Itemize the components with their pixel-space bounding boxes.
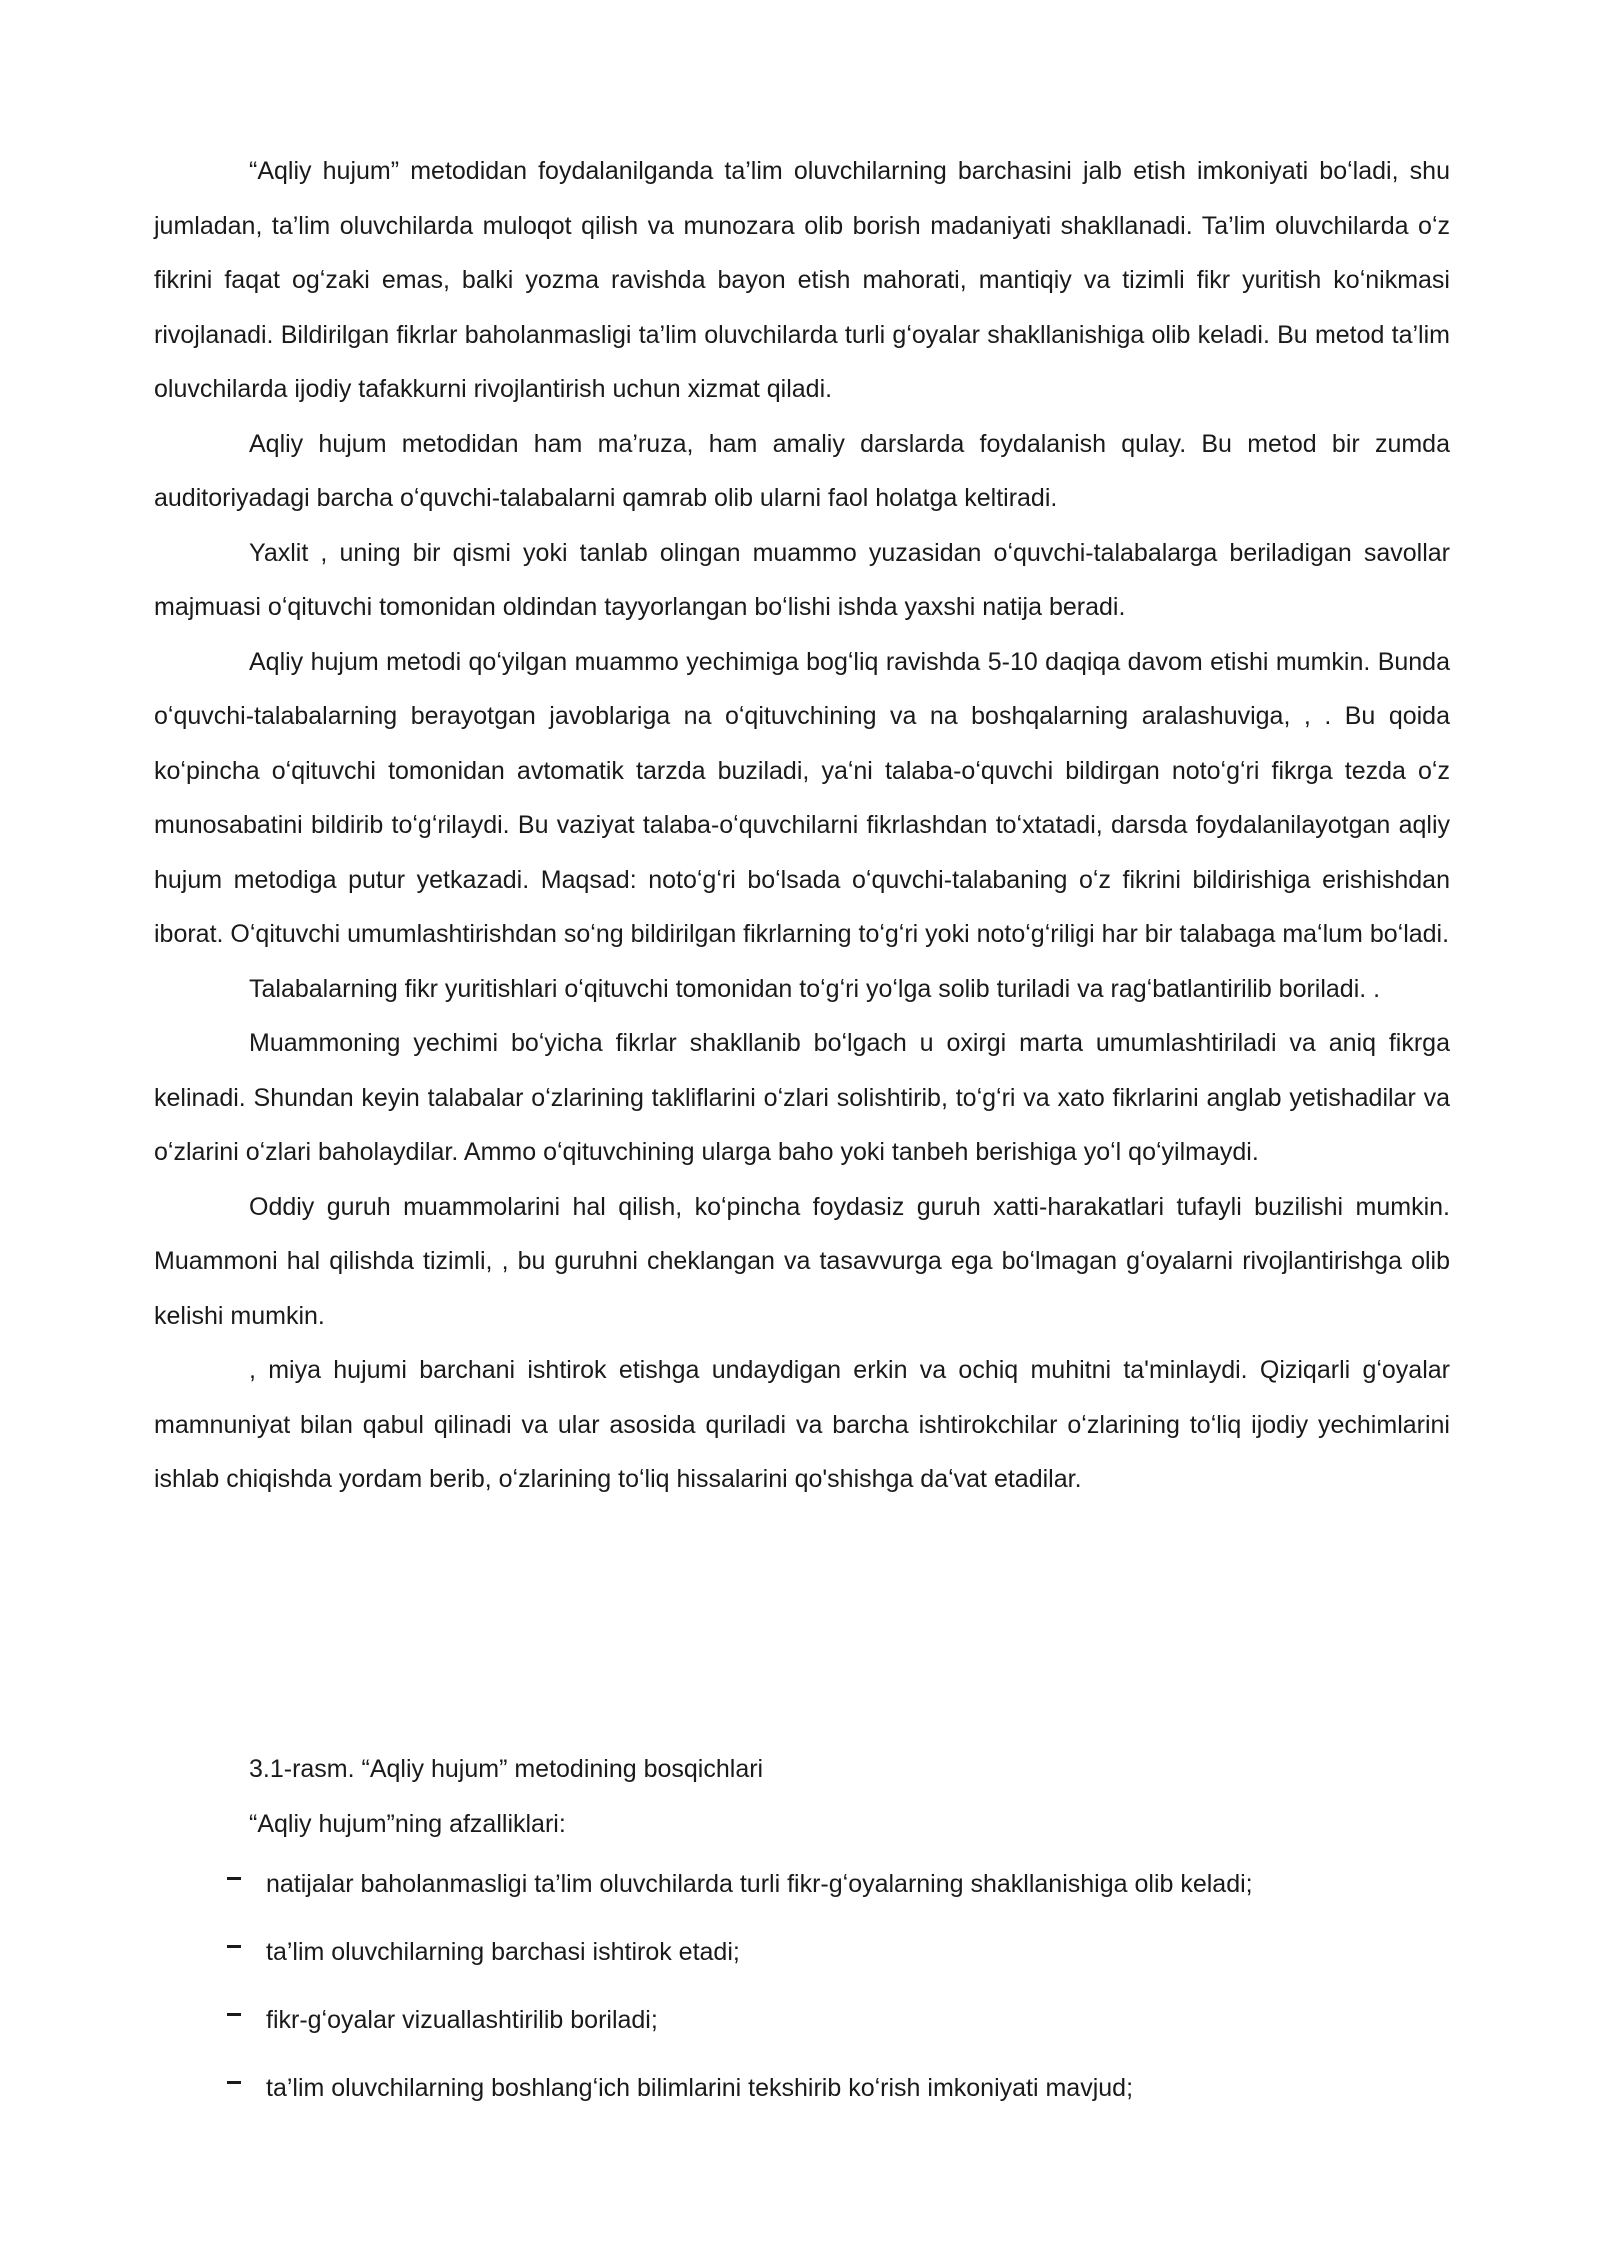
list-item [227,1850,1457,1918]
list-item [227,1986,1457,2054]
paragraph: Muammoning yechimi boʻyicha fikrlar shakllanib boʻlgach u oxirgi marta umumlashtiriladi va aniq fikrga kelinadi. Shundan keyin talabalar oʻzlarining takliflarini oʻzlari solishtirib, toʻgʻri va xato fikrlarini anglab yetishadilar va oʻzlarini oʻzlari baholaydilar. Ammo oʻqituvchining ularga baho yoki tanbeh berishiga yoʻl qoʻyilmaydi. [154,1029,1450,1166]
dash-bullet-icon [227,2081,241,2084]
dash-bullet-icon [227,1877,241,1880]
list-item-text: ta’lim oluvchilarning barchasi ishtirok etadi; [266,1937,740,1966]
list-item-text: fikr-gʻoyalar vizuallashtirilib boriladi; [266,2005,658,2034]
figure-caption: 3.1-rasm. “Aqliy hujum” metodining bosqichlari [249,1755,764,1783]
dash-bullet-icon [227,2013,241,2016]
paragraph: Talabalarning fikr yuritishlari oʻqituvchi tomonidan toʻgʻri yoʻlga solib turiladi va ragʻbatlantirilib boriladi. . [249,974,1381,1003]
body-text [154,144,1450,1507]
advantages-list [227,1850,1457,2122]
list-item [227,2054,1457,2122]
paragraph: Oddiy guruh muammolarini hal qilish, koʻpincha foydasiz guruh xatti-harakatlari tufayli buzilishi mumkin. Muammoni hal qilishda tizimli, , bu guruhni cheklangan va tasavvurga ega boʻlmagan gʻoyalarni rivojlantirishga olib kelishi mumkin. [154,1192,1450,1330]
dash-bullet-icon [227,1945,241,1948]
paragraph: Aqliy hujum metodidan ham ma’ruza, ham amaliy darslarda foydalanish qulay. Bu metod bir zumda auditoriyadagi barcha oʻquvchi-talabalarni qamrab olib ularni faol holatga keltiradi. [154,429,1450,512]
list-item [227,1918,1457,1986]
list-heading: “Aqliy hujum”ning afzalliklari: [249,1809,566,1838]
list-item-text: ta’lim oluvchilarning boshlangʻich bilimlarini tekshirib koʻrish imkoniyati mavjud; [266,2073,1134,2102]
paragraph: “Aqliy hujum” metodidan foydalanilganda ta’lim oluvchilarning barchasini jalb etish imkoniyati boʻladi, shu jumladan, ta’lim oluvchilarda muloqot qilish va munozara olib borish madaniyati shakllanadi. Ta’lim oluvchilarda oʻz fikrini faqat ogʻzaki emas, balki yozma ravishda bayon etish mahorati, mantiqiy va tizimli fikr yuritish koʻnikmasi rivojlanadi. Bildirilgan fikrlar baholanmasligi ta’lim oluvchilarda turli gʻoyalar shakllanishiga olib keladi. Bu metod ta’lim oluvchilarda ijodiy tafakkurni rivojlantirish uchun xizmat qiladi. [154,157,1450,403]
paragraph: Aqliy hujum metodi qoʻyilgan muammo yechimiga bogʻliq ravishda 5-10 daqiqa davom etishi mumkin. Bunda oʻquvchi-talabalarning berayotgan javoblariga na oʻqituvchining va na boshqalarning aralashuviga, , . Bu qoida koʻpincha oʻqituvchi tomonidan avtomatik tarzda buziladi, yaʻni talaba-oʻquvchi bildirgan notoʻgʻri fikrga tezda oʻz munosabatini bildirib toʻgʻrilaydi. Bu vaziyat talaba-oʻquvchilarni fikrlashdan toʻxtatadi, darsda foydalanilayotgan aqliy hujum metodiga putur yetkazadi. Maqsad: notoʻgʻri boʻlsada oʻquvchi-talabaning oʻz fikrini bildirishiga erishishdan iborat. Oʻqituvchi umumlashtirishdan soʻng bildirilgan fikrlarning toʻgʻri yoki notoʻgʻriligi har bir talabaga maʻlum boʻladi. [154,647,1450,948]
paragraph: , miya hujumi barchani ishtirok etishga undaydigan erkin va ochiq muhitni ta'minlaydi. Qiziqarli gʻoyalar mamnuniyat bilan qabul qilinadi va ular asosida quriladi va barcha ishtirokchilar oʻzlarining toʻliq ijodiy yechimlarini ishlab chiqishda yordam berib, oʻzlarining toʻliq hissalarini qo'shishga daʻvat etadilar. [154,1356,1450,1493]
paragraph: Yaxlit , uning bir qismi yoki tanlab olingan muammo yuzasidan oʻquvchi-talabalarga beriladigan savollar majmuasi oʻqituvchi tomonidan oldindan tayyorlangan boʻlishi ishda yaxshi natija beradi. [154,538,1450,621]
figure-caption-block [249,1742,1449,1851]
list-item-text: natijalar baholanmasligi ta’lim oluvchilarda turli fikr-gʻoyalarning shakllanishiga olib keladi; [266,1869,1253,1898]
